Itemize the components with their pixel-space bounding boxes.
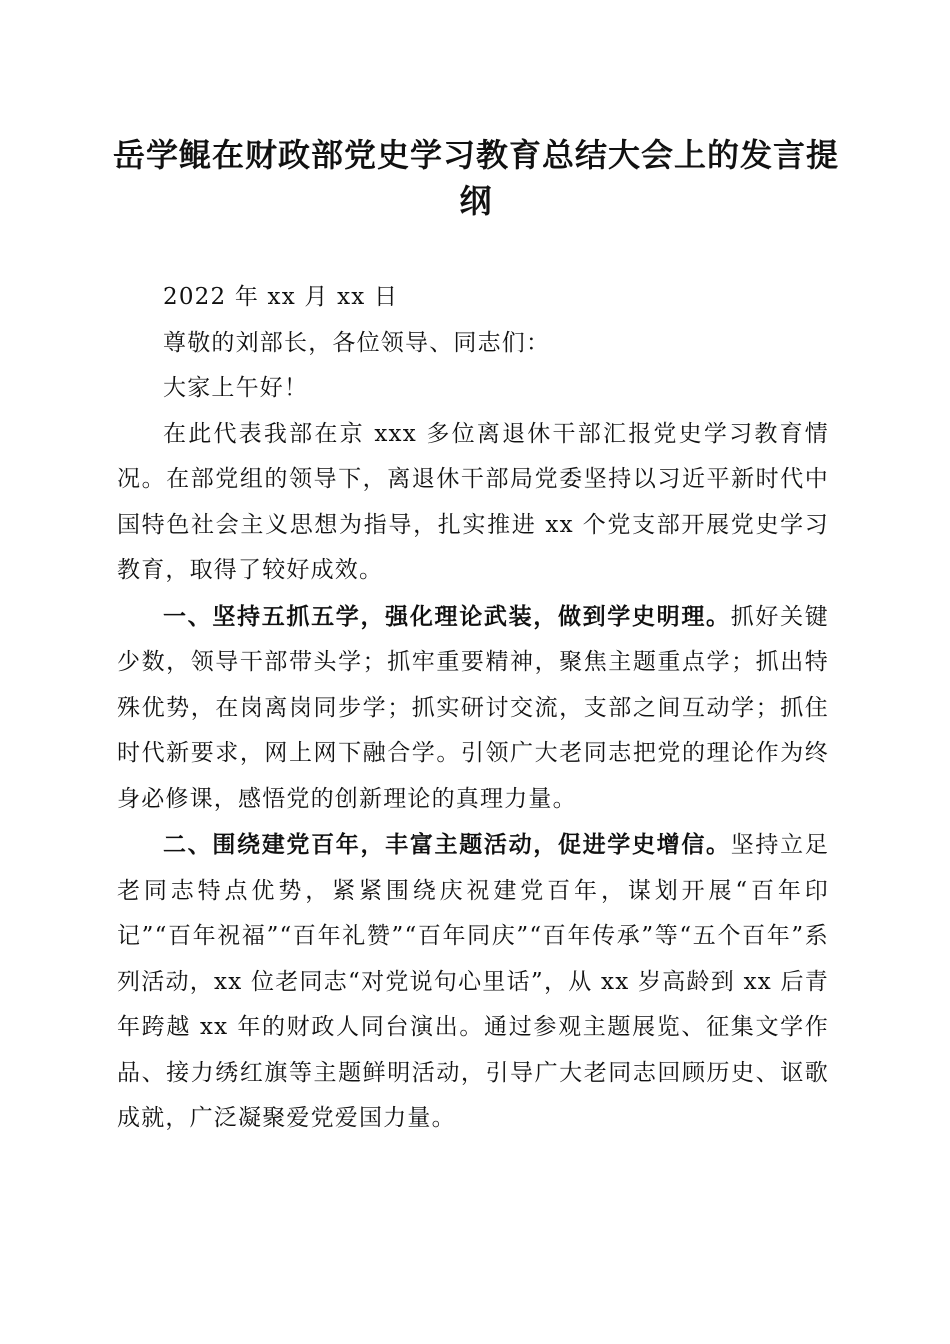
section-paragraph-1: [117, 594, 829, 823]
greeting: 大家上午好！: [163, 375, 309, 401]
salutation: 尊敬的刘部长，各位领导、同志们：: [163, 329, 551, 356]
document-body: [117, 275, 829, 1142]
section-heading-2: 二、围绕建党百年，丰富主题活动，促进学史增信。: [163, 831, 731, 858]
section-paragraph-2: [117, 822, 829, 1142]
intro-paragraph: 在此代表我部在京 xxx 多位离退休干部汇报党史学习教育情况。在部党组的领导下，离退休干部局党委坚持以习近平新时代中国特色社会主义思想为指导，扎实推进 xx 个党支部开展党史学习教育，取得了较好成效。: [117, 420, 829, 583]
section-text-1: 抓好关键少数，领导干部带头学；抓牢重要精神，聚焦主题重点学；抓出特殊优势，在岗离岗同步学；抓实研讨交流，支部之间互动学；抓住时代新要求，网上网下融合学。引领广大老同志把党的理论作为终身必修课，感悟党的创新理论的真理力量。: [117, 603, 829, 812]
document-title: 岳学鲲在财政部党史学习教育总结大会上的发言提纲: [112, 136, 839, 220]
date-line: 2022 年 xx 月 xx 日: [163, 284, 399, 310]
section-text-2: 坚持立足老同志特点优势，紧紧围绕庆祝建党百年，谋划开展“百年印记”“百年祝福”“百年礼赞”“百年同庆”“百年传承”等“五个百年”系列活动，xx 位老同志“对党说句心里话”，从 xx 岁高龄到 xx 后青年跨越 xx 年的财政人同台演出。通过参观主题展览、征集文学作品、接力绣红旗等主题鲜明活动，引导广大老同志回顾历史、讴歌成就，广泛凝聚爱党爱国力量。: [117, 832, 829, 1131]
section-heading-1: 一、坚持五抓五学，强化理论武装，做到学史明理。: [163, 602, 731, 630]
